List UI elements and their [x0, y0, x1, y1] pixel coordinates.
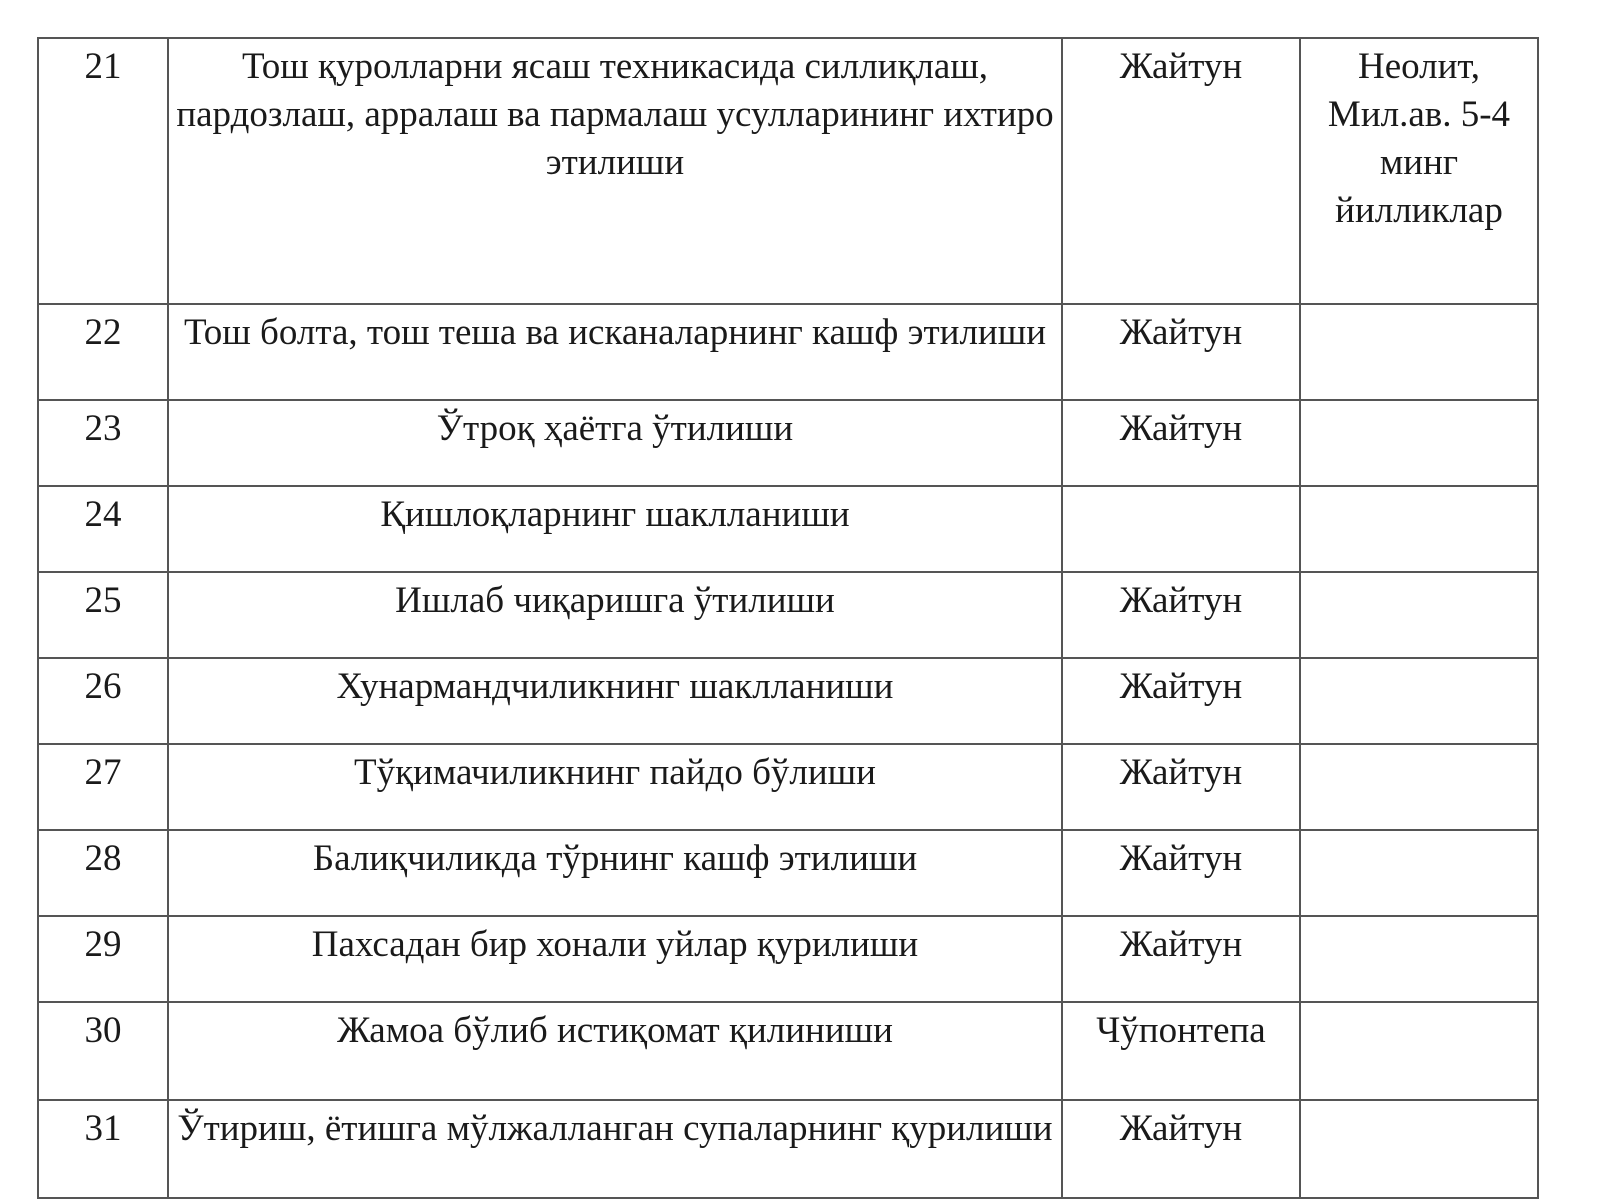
row-number: 22	[38, 304, 168, 400]
table-row	[38, 1100, 1538, 1198]
period-cell	[1300, 1100, 1538, 1198]
events-table	[37, 37, 1539, 1199]
period-cell: Неолит, Мил.ав. 5-4 минг йилликлар	[1300, 38, 1538, 304]
row-number: 23	[38, 400, 168, 486]
row-number: 29	[38, 916, 168, 1002]
place-cell: Жайтун	[1062, 916, 1300, 1002]
period-cell	[1300, 744, 1538, 830]
row-number: 26	[38, 658, 168, 744]
period-cell	[1300, 658, 1538, 744]
period-cell	[1300, 830, 1538, 916]
period-cell	[1300, 486, 1538, 572]
place-cell: Жайтун	[1062, 744, 1300, 830]
event-cell: Ўтириш, ётишга мўлжалланган супаларнинг қурилиши	[168, 1100, 1062, 1198]
table-row	[38, 400, 1538, 486]
row-number: 30	[38, 1002, 168, 1100]
place-cell: Жайтун	[1062, 38, 1300, 304]
period-cell	[1300, 400, 1538, 486]
row-number: 27	[38, 744, 168, 830]
row-number: 25	[38, 572, 168, 658]
place-cell: Жайтун	[1062, 830, 1300, 916]
table-row	[38, 830, 1538, 916]
period-cell	[1300, 304, 1538, 400]
place-cell: Жайтун	[1062, 658, 1300, 744]
period-cell	[1300, 1002, 1538, 1100]
place-cell: Чўпонтепа	[1062, 1002, 1300, 1100]
place-cell: Жайтун	[1062, 304, 1300, 400]
event-cell: Жамоа бўлиб истиқомат қилиниши	[168, 1002, 1062, 1100]
place-cell: Жайтун	[1062, 1100, 1300, 1198]
row-number: 21	[38, 38, 168, 304]
table-row	[38, 572, 1538, 658]
event-cell: Пахсадан бир хонали уйлар қурилиши	[168, 916, 1062, 1002]
event-cell: Тўқимачиликнинг пайдо бўлиши	[168, 744, 1062, 830]
period-cell	[1300, 572, 1538, 658]
place-cell: Жайтун	[1062, 572, 1300, 658]
table-row	[38, 916, 1538, 1002]
row-number: 28	[38, 830, 168, 916]
event-cell: Тош болта, тош теша ва исканаларнинг кашф этилиши	[168, 304, 1062, 400]
table-row	[38, 658, 1538, 744]
table-row	[38, 304, 1538, 400]
place-cell	[1062, 486, 1300, 572]
table-row	[38, 38, 1538, 304]
place-cell: Жайтун	[1062, 400, 1300, 486]
row-number: 31	[38, 1100, 168, 1198]
table-row	[38, 1002, 1538, 1100]
event-cell: Балиқчиликда тўрнинг кашф этилиши	[168, 830, 1062, 916]
row-number: 24	[38, 486, 168, 572]
event-cell: Ўтроқ ҳаётга ўтилиши	[168, 400, 1062, 486]
event-cell: Тош қуролларни ясаш техникасида силлиқлаш, пардозлаш, арралаш ва пармалаш усулларининг ихтиро этилиши	[168, 38, 1062, 304]
event-cell: Хунармандчиликнинг шаклланиши	[168, 658, 1062, 744]
table-row	[38, 744, 1538, 830]
event-cell: Ишлаб чиқаришга ўтилиши	[168, 572, 1062, 658]
table-row	[38, 486, 1538, 572]
period-cell	[1300, 916, 1538, 1002]
event-cell: Қишлоқларнинг шаклланиши	[168, 486, 1062, 572]
